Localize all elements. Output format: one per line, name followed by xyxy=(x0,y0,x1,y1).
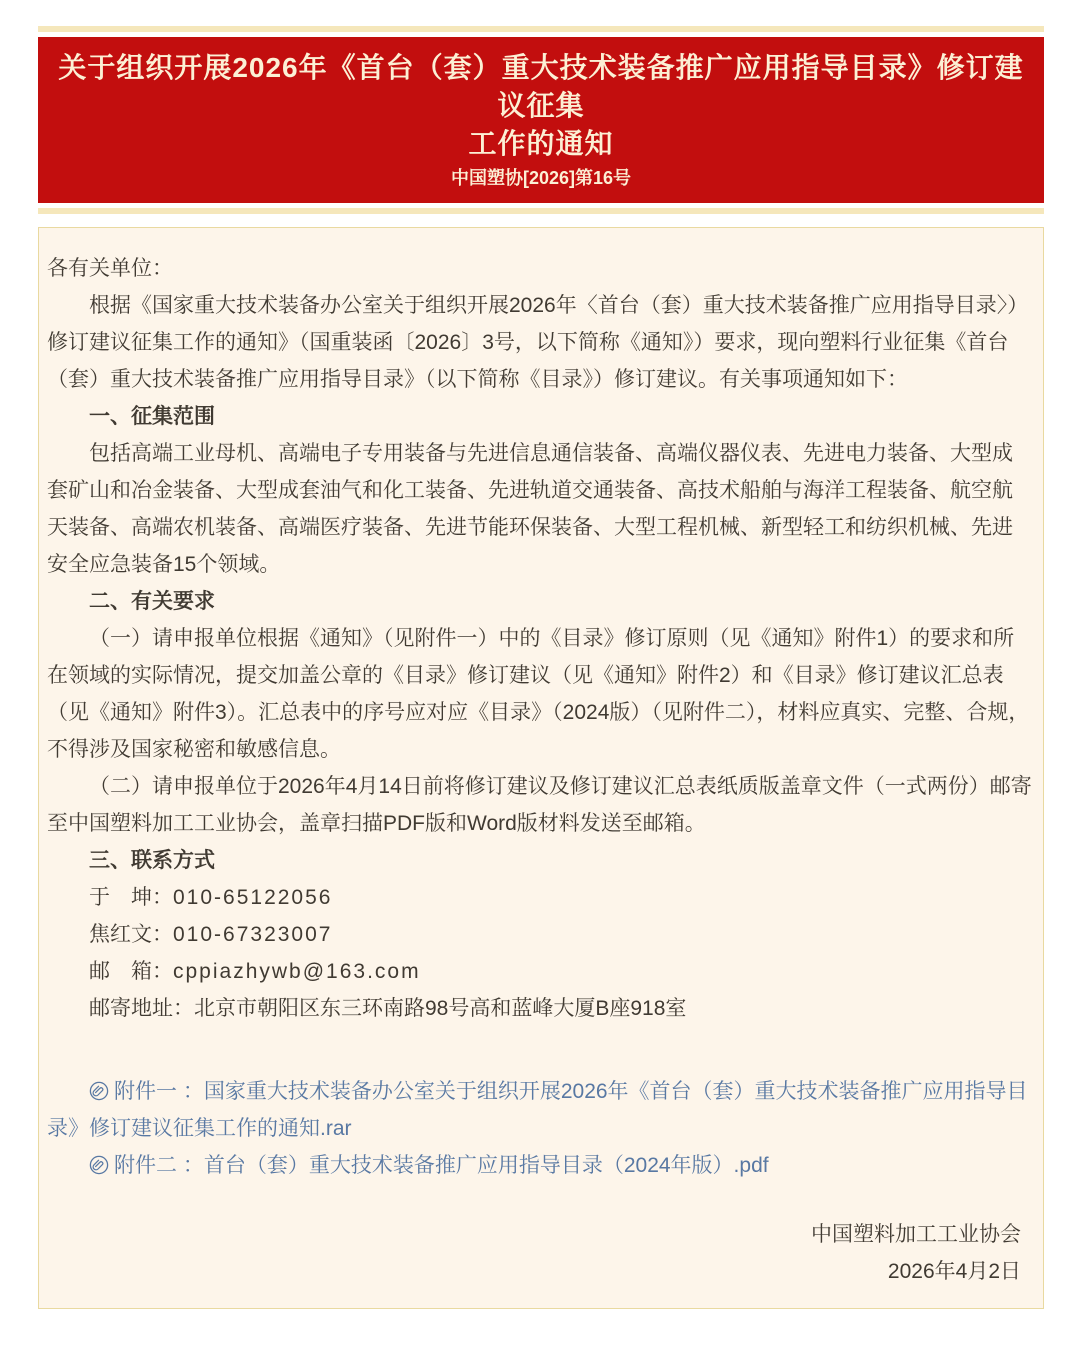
signature-org: 中国塑料加工工业协会 xyxy=(811,1223,1021,1246)
doc-number: 中国塑协[2026]第16号 xyxy=(450,168,632,188)
contact-label: 焦红文： xyxy=(89,923,173,946)
attachment-2-filename: 首台（套）重大技术装备推广应用指导目录（2024年版）.pdf xyxy=(203,1154,769,1177)
contact-label: 邮寄地址： xyxy=(89,997,194,1020)
notice-body xyxy=(38,227,1044,1309)
contact-mailing-address xyxy=(47,990,1033,1027)
section-1-heading: 一、征集范围 xyxy=(89,405,215,428)
attachments-section xyxy=(47,1073,1033,1184)
contact-email xyxy=(47,953,1033,990)
contact-value: cppiazhywb@163.com xyxy=(173,960,421,983)
header-area xyxy=(38,26,1044,214)
section-2-paragraph-1: （一）请申报单位根据《通知》（见附件一）中的《目录》修订原则（见《通知》附件1）的要求和所在领域的实际情况，提交加盖公章的《目录》修订建议（见《通知》附件2）和《目录》修订建议汇总表（见《通知》附件3）。汇总表中的序号应对应《目录》（2024版）（见附件二），材料应真实、完整、合规，不得涉及国家秘密和敏感信息。 xyxy=(47,627,1030,761)
attachment-1-label: 附件一 ： xyxy=(114,1080,204,1103)
accent-bar-top xyxy=(38,26,1044,32)
attachment-link-1[interactable] xyxy=(47,1073,1033,1147)
intro-paragraph: 根据《国家重大技术装备办公室关于组织开展2026年〈首台（套）重大技术装备推广应用指导目录〉）修订建议征集工作的通知》（国重装函〔2026〕3号，以下简称《通知》）要求，现向塑料行业征集《首台（套）重大技术装备推广应用指导目录》（以下简称《目录》）修订建议。有关事项通知如下： xyxy=(47,294,1029,391)
paperclip-icon xyxy=(89,1155,109,1175)
attachment-2-label: 附件二 ： xyxy=(114,1154,204,1177)
section-2-heading: 二、有关要求 xyxy=(89,590,215,613)
section-2-paragraph-2: （二）请申报单位于2026年4月14日前将修订建议及修订建议汇总表纸质版盖章文件（一式两份）邮寄至中国塑料加工工业协会，盖章扫描PDF版和Word版材料发送至邮箱。 xyxy=(47,775,1032,835)
contact-phone-yu-kun xyxy=(47,879,1033,916)
signature-block xyxy=(47,1216,1033,1290)
notice-title-line2: 工作的通知 xyxy=(468,128,614,159)
paperclip-icon xyxy=(89,1081,109,1101)
attachment-link-2[interactable] xyxy=(47,1147,1033,1184)
contact-phone-jiao-hongwen xyxy=(47,916,1033,953)
attachment-1-filename: 国家重大技术装备办公室关于组织开展2026年《首台（套）重大技术装备推广应用指导目录》修订建议征集工作的通知.rar xyxy=(47,1080,1028,1140)
section-3-heading: 三、联系方式 xyxy=(89,849,215,872)
contact-value: 010-65122056 xyxy=(173,886,333,909)
salutation: 各有关单位： xyxy=(47,257,173,280)
contact-label: 于 坤： xyxy=(89,886,173,909)
section-1-paragraph-1: 包括高端工业母机、高端电子专用装备与先进信息通信装备、高端仪器仪表、先进电力装备、大型成套矿山和冶金装备、大型成套油气和化工装备、先进轨道交通装备、高技术船舶与海洋工程装备、航空航天装备、高端农机装备、高端医疗装备、先进节能环保装备、大型工程机械、新型轻工和纺织机械、先进安全应急装备15个领域。 xyxy=(47,442,1013,576)
notice-title-line1: 关于组织开展2026年《首台（套）重大技术装备推广应用指导目录》修订建议征集 xyxy=(58,52,1024,121)
contact-value: 010-67323007 xyxy=(173,923,333,946)
accent-bar-bottom xyxy=(38,208,1044,214)
signature-date: 2026年4月2日 xyxy=(887,1260,1021,1283)
notice-header-banner xyxy=(38,37,1044,203)
contact-value: 北京市朝阳区东三环南路98号高和蓝峰大厦B座918室 xyxy=(194,997,687,1020)
contact-label: 邮 箱： xyxy=(89,960,173,983)
